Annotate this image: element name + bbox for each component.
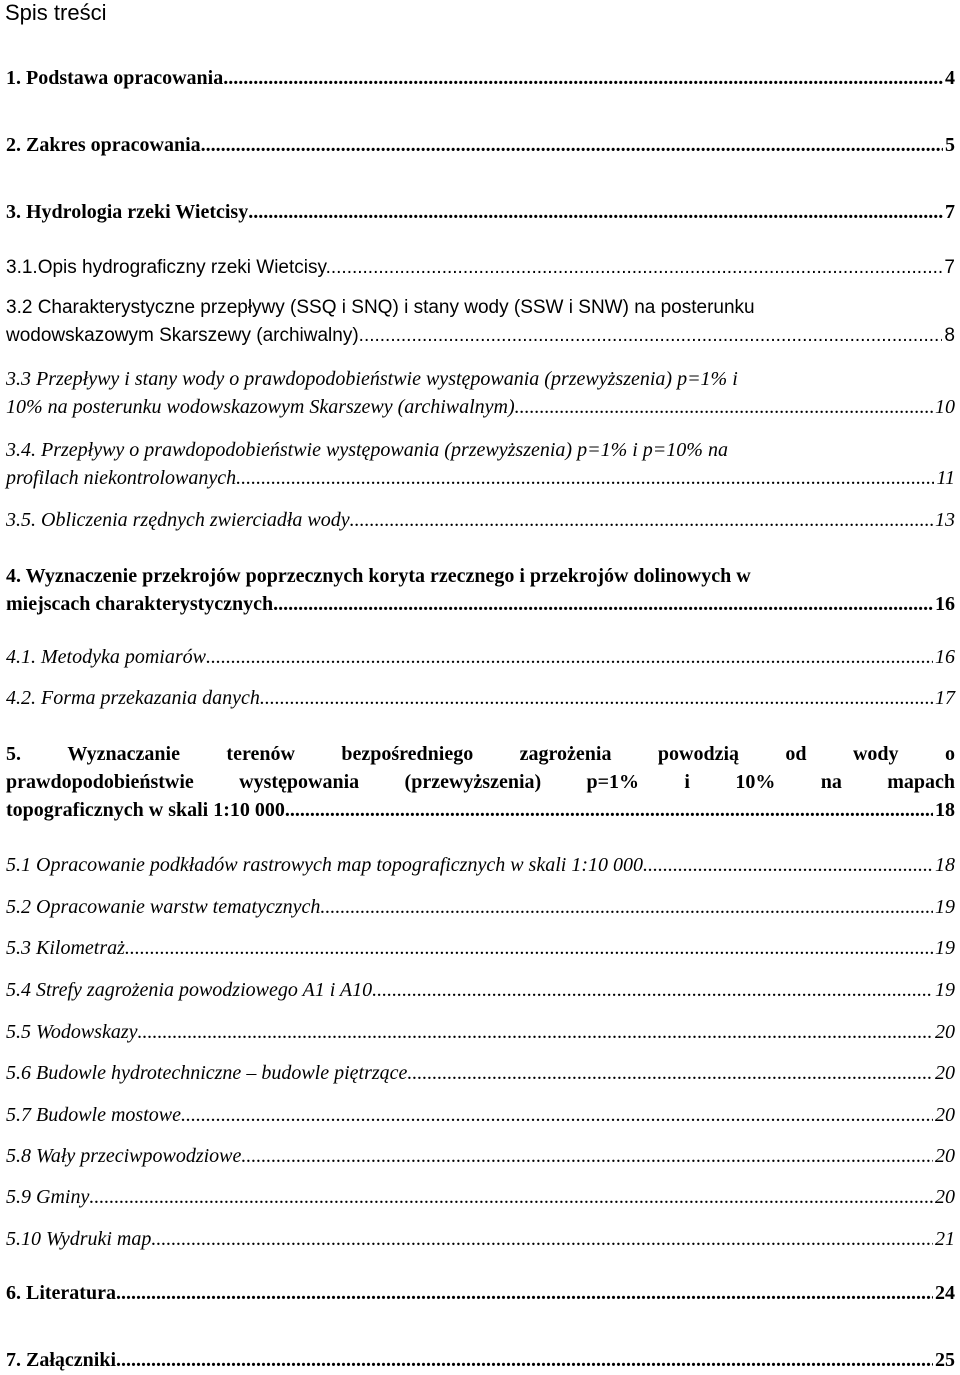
- word: występowania: [239, 771, 360, 793]
- toc-entry-text: topograficznych w skali 1:10 000.: [6, 799, 290, 821]
- toc-entry-text: 2. Zakres opracowania: [6, 134, 201, 156]
- toc-entry[interactable]: [6, 934, 955, 962]
- word: (przewyższenia): [404, 771, 542, 793]
- toc-entry[interactable]: [6, 976, 955, 1004]
- toc-entry-text: [6, 740, 955, 768]
- toc-page-number: 13: [935, 509, 955, 531]
- toc-leader: [331, 254, 943, 282]
- toc-leader: [350, 506, 933, 534]
- toc-leader: [206, 643, 933, 671]
- toc-entry-text: 3. Hydrologia rzeki Wietcisy: [6, 201, 249, 223]
- word: 10%: [735, 771, 776, 793]
- toc-page-number: 16: [935, 646, 955, 668]
- toc-leader: [116, 1279, 933, 1307]
- toc-leader: [643, 851, 933, 879]
- toc-entry[interactable]: [6, 254, 955, 282]
- toc-page-number: 20: [935, 1145, 955, 1167]
- toc-page-number: 4: [945, 67, 955, 89]
- word: od: [785, 743, 807, 765]
- toc-page-number: 11: [936, 467, 955, 489]
- toc-entry-text: 3.1.Opis hydrograficzny rzeki Wietcisy.: [6, 257, 331, 278]
- toc-leader: [278, 590, 933, 618]
- toc-entry[interactable]: [6, 893, 955, 921]
- toc-leader: [260, 684, 933, 712]
- toc-entry-text: 3.2 Charakterystyczne przepływy (SSQ i SNQ) i stany wody (SSW i SNW) na posterunku: [6, 297, 755, 318]
- toc-page-number: 19: [935, 937, 955, 959]
- toc-entry[interactable]: [6, 1183, 955, 1211]
- toc-leader: [137, 1018, 933, 1046]
- toc-entry-text: 1. Podstawa opracowania: [6, 67, 224, 89]
- toc-entry[interactable]: [6, 1225, 955, 1253]
- toc-page-number: 10: [935, 396, 955, 418]
- toc-leader: [89, 1183, 933, 1211]
- toc-entry-text: 10% na posterunku wodowskazowym Skarszewy (archiwalnym): [6, 396, 515, 418]
- toc-entry[interactable]: [6, 131, 955, 159]
- toc-page-number: 19: [935, 979, 955, 1001]
- toc-entry-text: 5.7 Budowle mostowe: [6, 1104, 181, 1126]
- word: bezpośredniego: [341, 743, 474, 765]
- toc-entry[interactable]: [6, 436, 955, 492]
- toc-leader: [290, 796, 933, 824]
- word: zagrożenia: [519, 743, 612, 765]
- toc-entry-text: 5.3 Kilometraż: [6, 937, 125, 959]
- toc-leader: [125, 934, 933, 962]
- toc-entry-text: 5.9 Gminy: [6, 1186, 90, 1208]
- toc-page-number: 7: [944, 257, 955, 278]
- toc-entry-text: miejscach charakterystycznych.: [6, 593, 279, 615]
- word: p=1%: [586, 771, 640, 793]
- toc-page-number: 21: [935, 1228, 955, 1250]
- toc-entry-text: profilach niekontrolowanych: [6, 467, 237, 489]
- toc-entry[interactable]: [6, 64, 955, 92]
- toc-page-number: 8: [944, 325, 955, 346]
- toc-entry-text: 3.3 Przepływy i stany wody o prawdopodobieństwie występowania (przewyższenia) p=1% i: [6, 368, 738, 390]
- toc-leader: [248, 198, 943, 226]
- word: o: [944, 743, 955, 765]
- toc-page-number: 18: [935, 799, 955, 821]
- word: powodzią: [657, 743, 739, 765]
- toc-page-number: 16: [935, 593, 955, 615]
- toc-entry-text: [6, 768, 955, 796]
- toc-page-number: 20: [935, 1104, 955, 1126]
- toc-leader: [407, 1059, 933, 1087]
- toc-leader: [364, 322, 942, 350]
- toc-entry-text: 4. Wyznaczenie przekrojów poprzecznych koryta rzecznego i przekrojów dolinowych w: [6, 565, 751, 587]
- toc-leader: [151, 1225, 933, 1253]
- toc-page-number: 20: [935, 1062, 955, 1084]
- toc-leader: [515, 393, 933, 421]
- toc-page-number: 18: [935, 854, 955, 876]
- toc-entry-text: 5.4 Strefy zagrożenia powodziowego A1 i A10: [6, 979, 373, 1001]
- toc-entry-text: 5.8 Wały przeciwpowodziowe: [6, 1145, 242, 1167]
- toc-entry[interactable]: [6, 684, 955, 712]
- toc-entry-text: 5.1 Opracowanie podkładów rastrowych map topograficznych w skali 1:10 000: [6, 854, 643, 876]
- word: terenów: [226, 743, 295, 765]
- toc-leader: [241, 1142, 933, 1170]
- toc-entry[interactable]: [6, 562, 955, 618]
- toc-leader: [181, 1101, 933, 1129]
- toc-entry[interactable]: [6, 365, 955, 421]
- toc-leader: [236, 464, 934, 492]
- toc-entry-text: 6. Literatura: [6, 1282, 116, 1304]
- toc-entry[interactable]: [6, 1101, 955, 1129]
- toc-entry-text: 5.10 Wydruki map: [6, 1228, 152, 1250]
- toc-entry[interactable]: [6, 198, 955, 226]
- word: mapach: [887, 771, 955, 793]
- toc-page-number: 5: [945, 134, 955, 156]
- toc-leader: [201, 131, 943, 159]
- toc-entry[interactable]: [6, 294, 955, 350]
- toc-entry[interactable]: [6, 1346, 955, 1374]
- word: Wyznaczanie: [67, 743, 180, 765]
- toc-entry-text: 5.2 Opracowanie warstw tematycznych: [6, 896, 321, 918]
- word: na: [820, 771, 842, 793]
- toc-page-number: 24: [935, 1282, 955, 1304]
- toc-entry-text: 5.6 Budowle hydrotechniczne – budowle piętrzące: [6, 1062, 408, 1084]
- toc-leader: [372, 976, 933, 1004]
- page-title: Spis treści: [5, 0, 107, 25]
- word: wody: [852, 743, 899, 765]
- toc-page-number: 19: [935, 896, 955, 918]
- toc-entry-text: 4.2. Forma przekazania danych: [6, 687, 260, 709]
- toc-leader: [116, 1346, 933, 1374]
- toc-page-number: 20: [935, 1021, 955, 1043]
- toc-entry-text: 3.5. Obliczenia rzędnych zwierciadła wody: [6, 509, 350, 531]
- toc-entry[interactable]: [6, 851, 955, 879]
- word: i: [684, 771, 690, 793]
- toc-entry[interactable]: [6, 1059, 955, 1087]
- toc-page-number: 25: [935, 1349, 955, 1371]
- toc-entry-text: wodowskazowym Skarszewy (archiwalny).: [6, 325, 364, 346]
- toc-entry-text: 7. Załączniki: [6, 1349, 117, 1371]
- toc-entry-text: 4.1. Metodyka pomiarów: [6, 646, 206, 668]
- toc-page-number: 7: [945, 201, 955, 223]
- toc-page-number: 17: [935, 687, 955, 709]
- word: 5.: [6, 743, 21, 765]
- toc-entry-text: 3.4. Przepływy o prawdopodobieństwie występowania (przewyższenia) p=1% i p=10% na: [6, 439, 728, 461]
- word: prawdopodobieństwie: [6, 771, 194, 793]
- toc-leader: [320, 893, 933, 921]
- toc-entry[interactable]: [6, 1018, 955, 1046]
- toc-entry-text: 5.5 Wodowskazy: [6, 1021, 138, 1043]
- toc-entry[interactable]: [6, 506, 955, 534]
- toc-leader: [223, 64, 943, 92]
- toc-entry[interactable]: [6, 643, 955, 671]
- toc-entry[interactable]: [6, 1279, 955, 1307]
- toc-entry[interactable]: [6, 1142, 955, 1170]
- toc-page-number: 20: [935, 1186, 955, 1208]
- toc-entry[interactable]: [6, 740, 955, 824]
